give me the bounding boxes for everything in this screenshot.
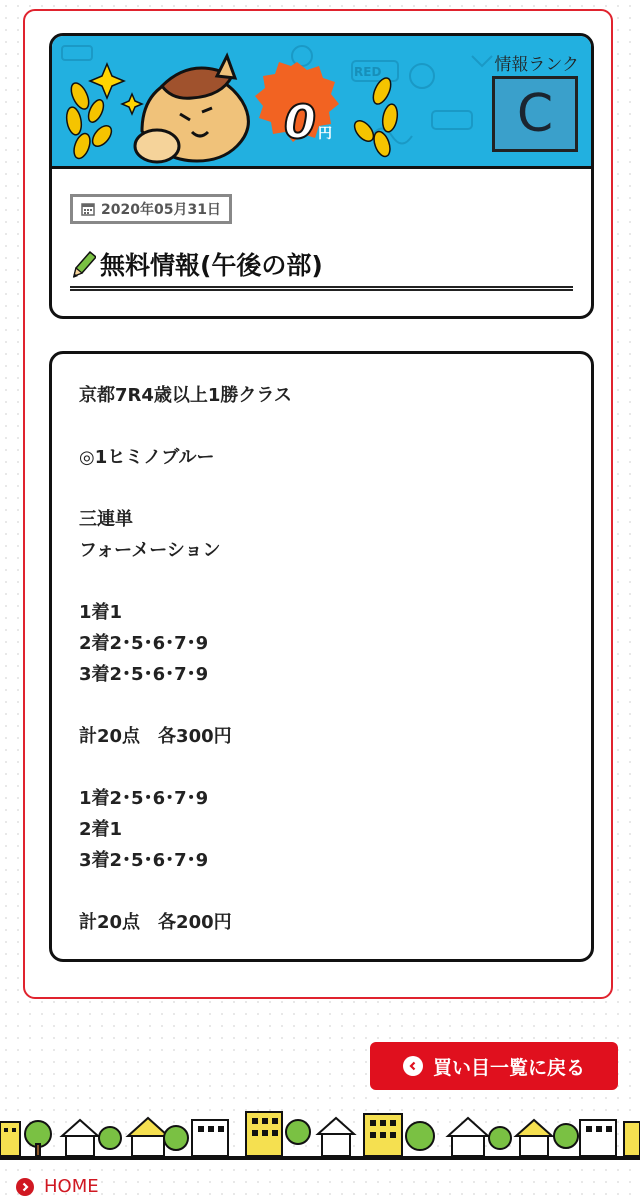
content-line: [79, 690, 292, 721]
content-line: [79, 876, 292, 907]
brand-watermark: RED: [354, 65, 382, 79]
content-lines: [79, 380, 292, 938]
title-divider: [70, 286, 573, 291]
content-line: 2着1: [79, 819, 123, 840]
content-line: 2着2･5･6･7･9: [79, 633, 209, 654]
content-line: 京都7R4歳以上1勝クラス: [79, 385, 292, 406]
content-line: 1着2･5･6･7･9: [79, 788, 209, 809]
rank-label: 情報ランク: [494, 55, 579, 75]
content-line: ◎1ヒミノブルー: [79, 447, 215, 468]
title-row: [70, 246, 323, 282]
content-line: 計20点 各300円: [79, 726, 232, 747]
content-line: 計20点 各200円: [79, 912, 232, 933]
back-to-list-button[interactable]: [370, 1042, 618, 1090]
home-link-label: HOME: [44, 1176, 99, 1197]
price-number: 0: [284, 95, 317, 149]
price-unit: 円: [318, 126, 332, 142]
content-line: フォーメーション: [79, 540, 221, 561]
date-text: 2020年05月31日: [101, 202, 221, 218]
rank-value: C: [492, 76, 578, 152]
content-line: [79, 473, 292, 504]
content-line: 三連単: [79, 509, 133, 530]
content-line: 3着2･5･6･7･9: [79, 850, 209, 871]
info-header-card: [49, 33, 594, 319]
chevron-right-icon: [16, 1178, 34, 1196]
content-line: [79, 752, 292, 783]
calendar-icon: [81, 202, 95, 216]
chevron-left-icon: [403, 1056, 423, 1076]
content-line: [79, 411, 292, 442]
home-link[interactable]: [16, 1176, 99, 1197]
info-panel: [23, 9, 613, 999]
content-line: [79, 566, 292, 597]
pencil-icon: [70, 248, 96, 280]
back-button-label: 買い目一覧に戻る: [432, 1056, 585, 1079]
info-content-card: [49, 351, 594, 962]
content-line: 3着2･5･6･7･9: [79, 664, 209, 685]
page-title: 無料情報(午後の部): [100, 251, 323, 280]
date-badge: [70, 194, 232, 224]
town-illustration: [0, 1108, 640, 1168]
content-line: 1着1: [79, 602, 123, 623]
header-banner: [52, 36, 591, 169]
